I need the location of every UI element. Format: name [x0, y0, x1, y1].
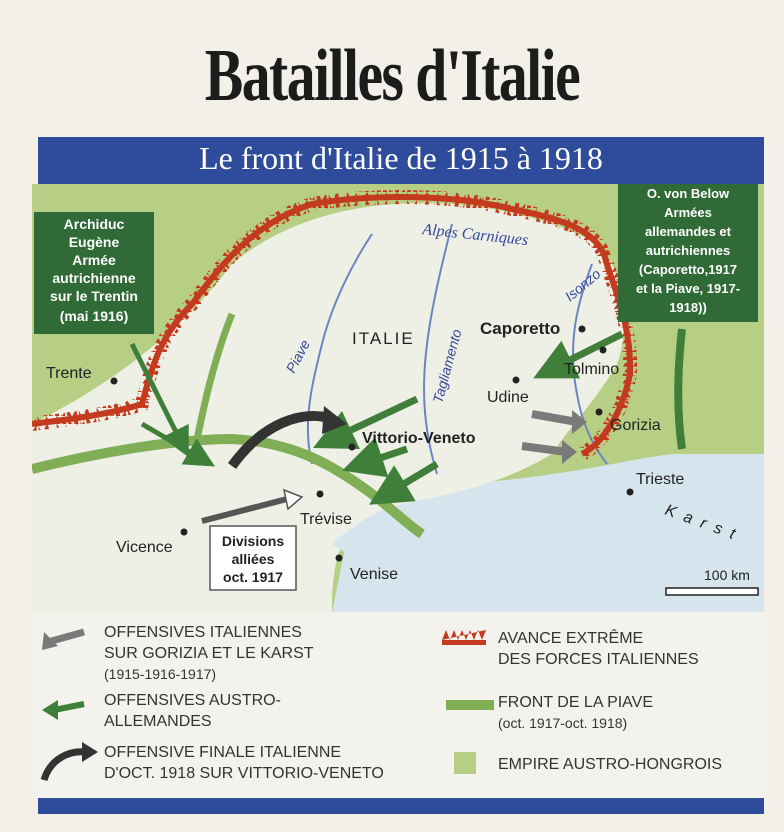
legend-italian-offensive-icon	[48, 632, 84, 642]
legend-empire: EMPIRE AUSTRO-HONGROIS	[498, 756, 723, 773]
city-label-gorizia: Gorizia	[610, 417, 661, 434]
legend-final-offensive-icon	[44, 752, 86, 780]
city-label-udine: Udine	[487, 389, 529, 406]
below-line-3: allemandes et	[645, 224, 731, 239]
allies-line-1: Divisions	[221, 533, 285, 549]
archiduc-box	[34, 212, 154, 334]
legend-final-offensive-line-2: D'OCT. 1918 SUR VITTORIO-VENETO	[104, 765, 384, 782]
isonzo-label: Isonzo	[561, 265, 604, 305]
bottom-band	[38, 798, 764, 814]
map-subtitle: Le front d'Italie de 1915 à 1918	[199, 140, 603, 176]
below-box	[618, 184, 758, 322]
city-label-tolmino: Tolmino	[564, 361, 620, 378]
city-dot-vicence	[181, 529, 188, 536]
archiduc-line-2: Eugène	[68, 234, 120, 250]
legend-extreme-advance-line-2: DES FORCES ITALIENNES	[498, 651, 699, 668]
region-label-italie: ITALIE	[352, 329, 415, 348]
legend-italian-offensives-line-2: SUR GORIZIA ET LE KARST	[104, 645, 314, 662]
legend-empire-swatch	[454, 752, 476, 774]
legend-italian-offensives	[104, 622, 314, 685]
allies-line-2: alliées	[231, 551, 275, 567]
page-title: Batailles d'Italie	[204, 35, 580, 117]
legend-austro-offensives	[104, 690, 281, 732]
below-line-2: Armées	[664, 205, 712, 220]
city-label-trente: Trente	[46, 365, 92, 382]
city-label-trevise: Trévise	[300, 511, 352, 528]
city-label-caporetto: Caporetto	[480, 319, 561, 338]
legend-piave-front	[498, 692, 653, 734]
legend-advance-teeth	[442, 630, 486, 640]
karst-label: Karst	[662, 501, 746, 546]
legend-austro-offensive-icon	[54, 704, 84, 710]
city-dot-gorizia	[596, 409, 603, 416]
city-label-trieste: Trieste	[636, 471, 685, 488]
legend-italian-offensives-line-3: (1915-1916-1917)	[104, 666, 217, 682]
scale-label: 100 km	[704, 567, 750, 583]
archiduc-line-6: (mai 1916)	[59, 308, 129, 324]
allies-line-3: oct. 1917	[223, 569, 283, 585]
legend-austro-offensives-line-1: OFFENSIVES AUSTRO-	[104, 692, 281, 709]
map-canvas	[32, 184, 764, 612]
city-label-vicence: Vicence	[116, 539, 173, 556]
city-dot-caporetto	[579, 326, 586, 333]
alpes-carniques-label: Alpes Carniques	[421, 221, 529, 250]
legend-final-offensive-head	[82, 742, 98, 762]
legend-austro-offensive-head	[42, 700, 58, 720]
legend-final-offensive	[104, 742, 384, 784]
legend-final-offensive-line-1: OFFENSIVE FINALE ITALIENNE	[104, 744, 342, 761]
legend-advance-line	[442, 640, 486, 645]
legend-piave-front-line-2: (oct. 1917-oct. 1918)	[498, 715, 628, 731]
city-dot-trevise	[317, 491, 324, 498]
city-dot-trieste	[627, 489, 634, 496]
legend	[32, 612, 764, 798]
tagliamento-label: Tagliamento	[429, 327, 465, 405]
legend-italian-offensives-line-1: OFFENSIVES ITALIENNES	[104, 624, 302, 641]
city-dot-vittorio-veneto	[349, 444, 356, 451]
archiduc-line-4: autrichienne	[52, 270, 136, 286]
below-line-6: et la Piave, 1917-	[635, 281, 741, 296]
allies-box	[210, 526, 296, 590]
scale-bar	[666, 588, 758, 595]
city-dot-tolmino	[600, 347, 607, 354]
piave-label: Piave	[282, 336, 314, 376]
city-dot-udine	[513, 377, 520, 384]
below-line-5: (Caporetto,1917	[638, 262, 738, 277]
below-line-4: autrichiennes	[645, 243, 731, 258]
city-label-venise: Venise	[350, 566, 399, 583]
below-line-1: O. von Below	[646, 186, 730, 201]
archiduc-line-3: Armée	[72, 252, 116, 268]
archiduc-line-1: Archiduc	[63, 216, 125, 232]
city-label-vittorio-veneto: Vittorio-Veneto	[362, 430, 476, 447]
legend-extreme-advance	[498, 628, 699, 670]
legend-extreme-advance-line-1: AVANCE EXTRÊME	[498, 630, 644, 647]
below-army-line	[678, 329, 682, 449]
city-dot-venise	[336, 555, 343, 562]
legend-piave-front-swatch	[446, 700, 494, 710]
map-panel	[32, 184, 764, 612]
legend-austro-offensives-line-2: ALLEMANDES	[104, 713, 212, 730]
city-dot-trente	[111, 378, 118, 385]
legend-piave-front-line-1: FRONT DE LA PIAVE	[498, 694, 654, 711]
below-line-7: 1918))	[669, 300, 707, 315]
archiduc-line-5: sur le Trentin	[50, 288, 138, 304]
